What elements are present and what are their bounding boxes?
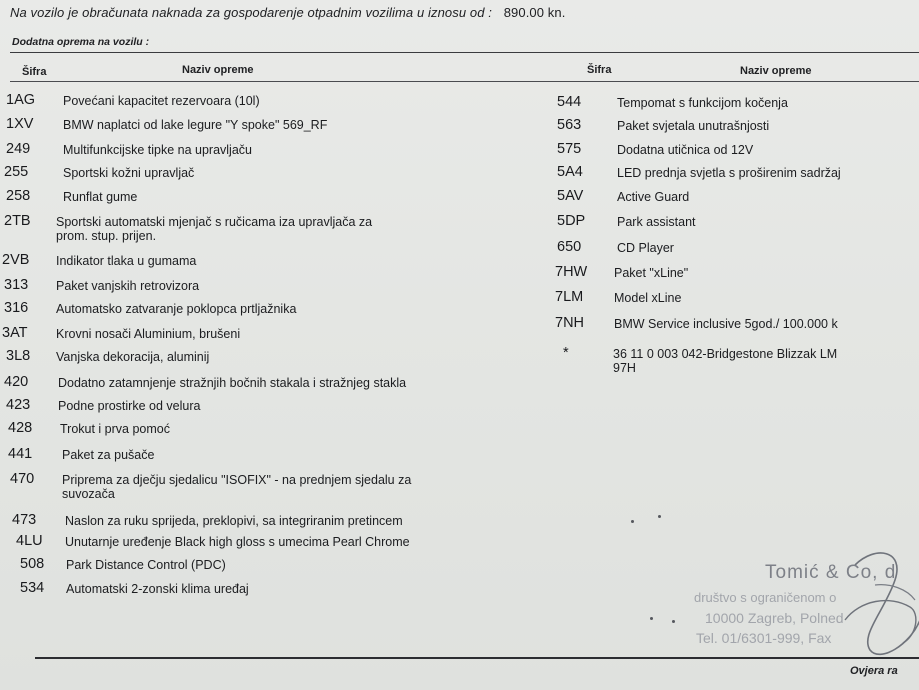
stamp-company-name: Tomić & Co, d — [765, 562, 897, 583]
right-code: 5DP — [557, 213, 586, 229]
notice-text: Na vozilo je obračunata naknada za gospodarenje otpadnim vozilima u iznosu od : — [10, 5, 492, 20]
left-name — [63, 143, 252, 157]
speck — [631, 520, 634, 523]
right-name-line: BMW Service inclusive 5god./ 100.000 k — [614, 317, 838, 331]
left-name — [65, 514, 403, 528]
right-name-line: Tempomat s funkcijom kočenja — [617, 96, 788, 110]
right-code: 650 — [557, 239, 582, 255]
left-name — [56, 254, 196, 268]
left-name-line: Sportski automatski mjenjač s ručicama iza upravljača za — [56, 215, 373, 229]
left-code: 4LU — [16, 533, 43, 549]
left-name — [63, 94, 260, 108]
right-code: 5AV — [557, 188, 584, 204]
left-code: 3L8 — [6, 348, 31, 364]
left-name — [65, 535, 410, 549]
right-name — [617, 190, 689, 204]
right-name-line: 36 11 0 003 042-Bridgestone Blizzak LM — [613, 347, 838, 361]
notice-amount: 890.00 kn. — [503, 5, 566, 20]
left-name-line: Naslon za ruku sprijeda, preklopivi, sa integriranim pretincem — [65, 514, 403, 528]
right-code: 7LM — [555, 289, 584, 305]
right-name — [617, 143, 753, 157]
right-name-line: CD Player — [617, 241, 674, 255]
top-divider — [10, 52, 919, 53]
right-code: 544 — [557, 94, 582, 110]
footer-divider — [35, 657, 919, 659]
stamp-phone: Tel. 01/6301-999, Fax — [696, 630, 832, 646]
left-name-line: suvozača — [62, 487, 115, 501]
left-name — [58, 399, 200, 413]
right-code-header: Šifra — [587, 64, 612, 76]
stamp-address: 10000 Zagreb, Polned — [705, 610, 844, 626]
left-name-line: Indikator tlaka u gumama — [56, 254, 197, 268]
right-name — [617, 166, 841, 180]
left-name-line: Povećani kapacitet rezervoara (10l) — [63, 94, 260, 108]
left-code: 2TB — [4, 213, 31, 229]
left-name-line: Podne prostirke od velura — [58, 399, 201, 413]
left-code: 1XV — [6, 116, 34, 132]
left-code: 473 — [12, 512, 37, 528]
left-name-line: Unutarnje uređenje Black high gloss s umecima Pearl Chrome — [65, 535, 410, 549]
left-code: 255 — [4, 164, 29, 180]
handwritten-signature — [815, 525, 919, 665]
right-name — [617, 119, 769, 133]
left-name — [56, 215, 372, 243]
left-name — [60, 422, 170, 436]
right-name — [617, 96, 788, 110]
left-name-line: Automatsko zatvaranje poklopca prtljažnika — [56, 302, 297, 316]
left-code: 316 — [4, 300, 29, 316]
left-code: 508 — [20, 556, 45, 572]
right-name — [614, 291, 681, 305]
left-name — [62, 448, 154, 462]
left-name-line: Trokut i prva pomoć — [60, 422, 170, 436]
left-name-header: Naziv opreme — [182, 64, 254, 76]
left-name — [62, 473, 411, 501]
right-code: * — [563, 345, 569, 361]
right-name-line: Active Guard — [617, 190, 690, 204]
right-code: 5A4 — [557, 164, 583, 180]
left-name — [66, 582, 249, 596]
verification-label: Ovjera ra — [850, 665, 898, 677]
left-name-line: Sportski kožni upravljač — [63, 166, 195, 180]
left-name-line: Krovni nosači Aluminium, brušeni — [56, 327, 241, 341]
left-code: 420 — [4, 374, 29, 390]
left-name-line: BMW naplatci od lake legure "Y spoke" 569_RF — [63, 118, 328, 132]
left-name — [63, 190, 137, 204]
left-code: 2VB — [2, 252, 30, 268]
right-name-line: Dodatna utičnica od 12V — [617, 143, 754, 157]
left-name-line: Priprema za dječju sjedalicu "ISOFIX" - na prednjem sjedalu za — [62, 473, 412, 487]
left-code: 258 — [6, 188, 31, 204]
left-code: 423 — [6, 397, 31, 413]
right-name-line: Park assistant — [617, 215, 696, 229]
left-code-header: Šifra — [22, 66, 47, 78]
left-code: 428 — [8, 420, 33, 436]
right-code: 575 — [557, 141, 582, 157]
left-name — [66, 558, 226, 572]
right-code: 7NH — [555, 315, 585, 331]
left-code: 534 — [20, 580, 45, 596]
right-name — [614, 266, 688, 280]
left-name-line: Paket za pušače — [62, 448, 155, 462]
right-name-header: Naziv opreme — [740, 65, 812, 77]
right-name-line: 97H — [613, 361, 636, 375]
right-code: 563 — [557, 117, 582, 133]
left-code: 1AG — [6, 92, 36, 108]
right-name — [617, 215, 696, 229]
left-name-line: Paket vanjskih retrovizora — [56, 279, 200, 293]
right-name-line: Paket "xLine" — [614, 266, 689, 280]
speck — [658, 515, 661, 518]
left-name — [63, 118, 327, 132]
disposal-fee-notice — [10, 5, 565, 20]
left-name — [56, 279, 199, 293]
left-code: 313 — [4, 277, 29, 293]
left-name — [56, 350, 209, 364]
left-code: 3AT — [2, 325, 28, 341]
left-code: 470 — [10, 471, 35, 487]
left-name — [56, 327, 240, 341]
left-name-line: Park Distance Control (PDC) — [66, 558, 226, 572]
left-name-line: Runflat gume — [63, 190, 138, 204]
left-name — [58, 376, 406, 390]
right-name — [613, 347, 837, 375]
section-title: Dodatna oprema na vozilu : — [12, 36, 150, 48]
left-code: 441 — [8, 446, 33, 462]
left-name — [56, 302, 296, 316]
speck — [650, 617, 653, 620]
left-name-line: Multifunkcijske tipke na upravljaču — [63, 143, 252, 157]
right-name-line: Paket svjetala unutrašnjosti — [617, 119, 770, 133]
left-name-line: Vanjska dekoracija, aluminij — [56, 350, 210, 364]
right-name-line: Model xLine — [614, 291, 682, 305]
right-name — [614, 317, 838, 331]
left-name-line: Dodatno zatamnjenje stražnjih bočnih stakala i stražnjeg stakla — [58, 376, 407, 390]
left-name-line: prom. stup. prijen. — [56, 229, 157, 243]
speck — [672, 620, 675, 623]
right-code: 7HW — [555, 264, 588, 280]
right-name — [617, 241, 674, 255]
left-code: 249 — [6, 141, 31, 157]
right-name-line: LED prednja svjetla s proširenim sadržaj — [617, 166, 841, 180]
left-name — [63, 166, 194, 180]
stamp-company-type: društvo s ograničenom o — [694, 590, 837, 605]
left-name-line: Automatski 2-zonski klima uređaj — [66, 582, 249, 596]
header-divider — [10, 81, 919, 82]
